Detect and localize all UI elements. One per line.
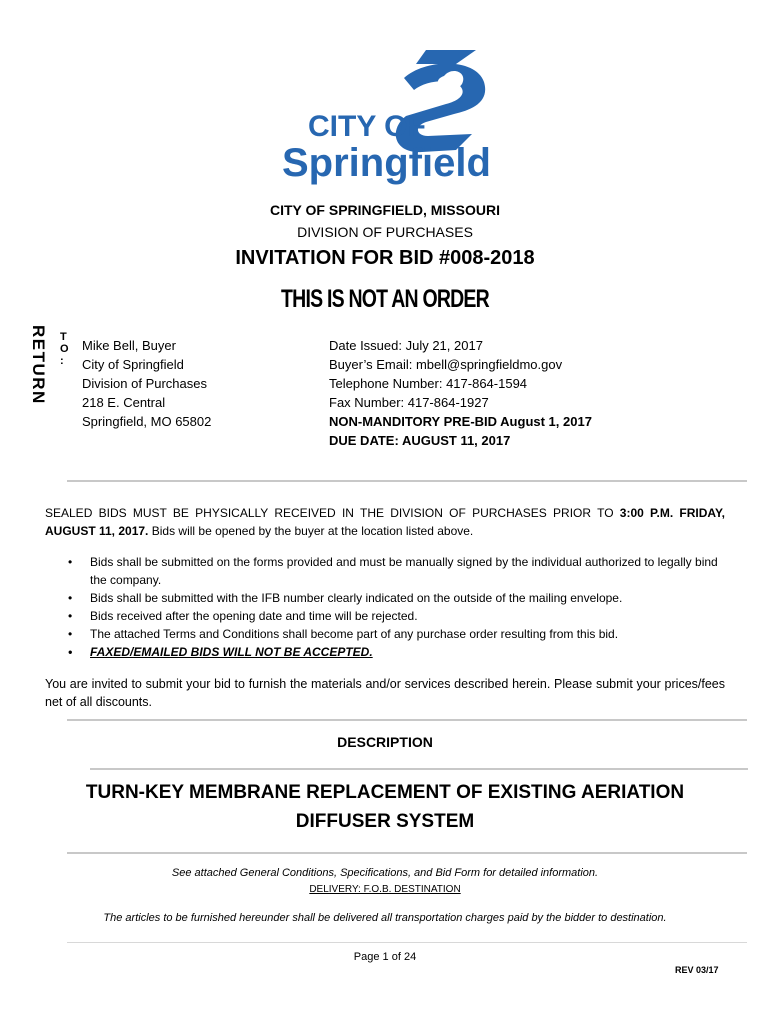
list-item: • Bids shall be submitted with the IFB number clearly indicated on the outside of the mailing envelope. [68, 591, 623, 605]
divider [67, 719, 747, 721]
list-item: • Bids shall be submitted on the forms provided and must be manually signed by the individual authorized to legally bind the company. [68, 555, 718, 587]
articles-note: The articles to be furnished hereunder shall be delivered all transportation charges paid by the bidder to destination. [103, 912, 667, 924]
not-an-order-notice: THIS IS NOT AN ORDER [281, 285, 489, 313]
invitation-paragraph: You are invited to submit your bid to furnish the materials and/or services described herein. Please submit your prices/fees net of all discounts. [45, 677, 725, 709]
ifb-title: INVITATION FOR BID #008-2018 [235, 247, 535, 269]
logo-line2: Springfield [282, 141, 491, 185]
address-line: City of Springfield [82, 357, 184, 372]
return-label: RETURN [29, 325, 48, 405]
description-heading: DESCRIPTION [337, 734, 433, 750]
buyer-email: Buyer’s Email: mbell@springfieldmo.gov [329, 357, 563, 372]
address-line: 218 E. Central [82, 395, 166, 410]
delivery-terms: DELIVERY: F.O.B. DESTINATION [309, 884, 461, 895]
bid-rules-list [68, 553, 728, 661]
divider [67, 480, 747, 482]
org-heading: CITY OF SPRINGFIELD, MISSOURI [270, 202, 500, 218]
bid-info [329, 336, 592, 450]
logo-line1: CITY OF [308, 110, 426, 143]
list-item: • The attached Terms and Conditions shall become part of any purchase order resulting from this bid. [68, 627, 619, 641]
project-title: TURN-KEY MEMBRANE REPLACEMENT OF EXISTING AERIATION DIFFUSER SYSTEM [85, 782, 685, 832]
fax: Fax Number: 417-864-1927 [329, 395, 489, 410]
divider [67, 942, 747, 943]
revision-label: REV 03/17 [675, 965, 719, 975]
list-item: • FAXED/EMAILED BIDS WILL NOT BE ACCEPTED. [68, 645, 373, 659]
address-line: Mike Bell, Buyer [82, 338, 176, 353]
address-line: Division of Purchases [82, 376, 207, 391]
address-line: Springfield, MO 65802 [82, 414, 212, 429]
city-logo [276, 50, 496, 190]
division-heading: DIVISION OF PURCHASES [297, 224, 473, 240]
due-date: DUE DATE: AUGUST 11, 2017 [329, 433, 511, 448]
prebid-date: NON-MANDITORY PRE-BID August 1, 2017 [329, 414, 592, 429]
return-address [82, 336, 211, 431]
date-issued: Date Issued: July 21, 2017 [329, 338, 483, 353]
telephone: Telephone Number: 417-864-1594 [329, 376, 528, 391]
sealed-bids-notice: SEALED BIDS MUST BE PHYSICALLY RECEIVED IN THE DIVISION OF PURCHASES PRIOR TO 3:00 P.M. FRIDAY, AUGUST 11, 2017. Bids will be opened by the buyer at the location listed above. [45, 506, 725, 538]
to-label: T O : [60, 331, 69, 367]
divider [67, 852, 747, 854]
list-item: • Bids received after the opening date and time will be rejected. [68, 609, 418, 623]
divider [90, 768, 748, 770]
page-number: Page 1 of 24 [353, 951, 417, 963]
see-attached-note: See attached General Conditions, Specifications, and Bid Form for detailed information. [171, 867, 599, 879]
